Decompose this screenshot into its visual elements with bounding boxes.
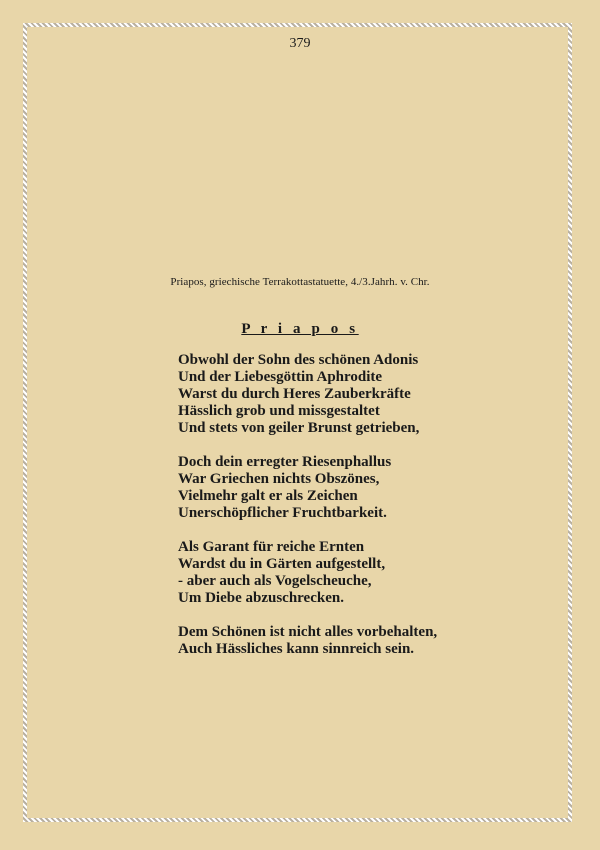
poem-line: - aber auch als Vogelscheuche, [178,573,372,589]
image-caption: Priapos, griechische Terrakottastatuette, 4./3.Jahrh. v. Chr. [170,276,430,288]
poem-line: Unerschöpflicher Fruchtbarkeit. [178,505,387,521]
poem-body [178,352,437,675]
poem-line: War Griechen nichts Obszönes, [178,471,380,487]
stanza [178,352,437,437]
poem-line: Obwohl der Sohn des schönen Adonis [178,352,419,368]
poem-line: Vielmehr galt er als Zeichen [178,488,358,504]
poem-line: Hässlich grob und missgestaltet [178,403,380,419]
stanza [178,539,437,607]
poem-line: Und stets von geiler Brunst getrieben, [178,420,420,436]
poem-line: Doch dein erregter Riesenphallus [178,454,392,470]
poem-title: P r i a p o s [241,321,359,337]
stanza [178,454,437,522]
poem-line: Auch Hässliches kann sinnreich sein. [178,641,415,657]
page-number: 379 [289,36,311,51]
poem-line: Warst du durch Heres Zauberkräfte [178,386,411,402]
poem-line: Wardst du in Gärten aufgestellt, [178,556,386,572]
poem-line: Dem Schönen ist nicht alles vorbehalten, [178,624,438,640]
poem-line: Um Diebe abzuschrecken. [178,590,344,606]
poem-line: Als Garant für reiche Ernten [178,539,365,555]
poem-line: Und der Liebesgöttin Aphrodite [178,369,383,385]
stanza [178,624,437,658]
